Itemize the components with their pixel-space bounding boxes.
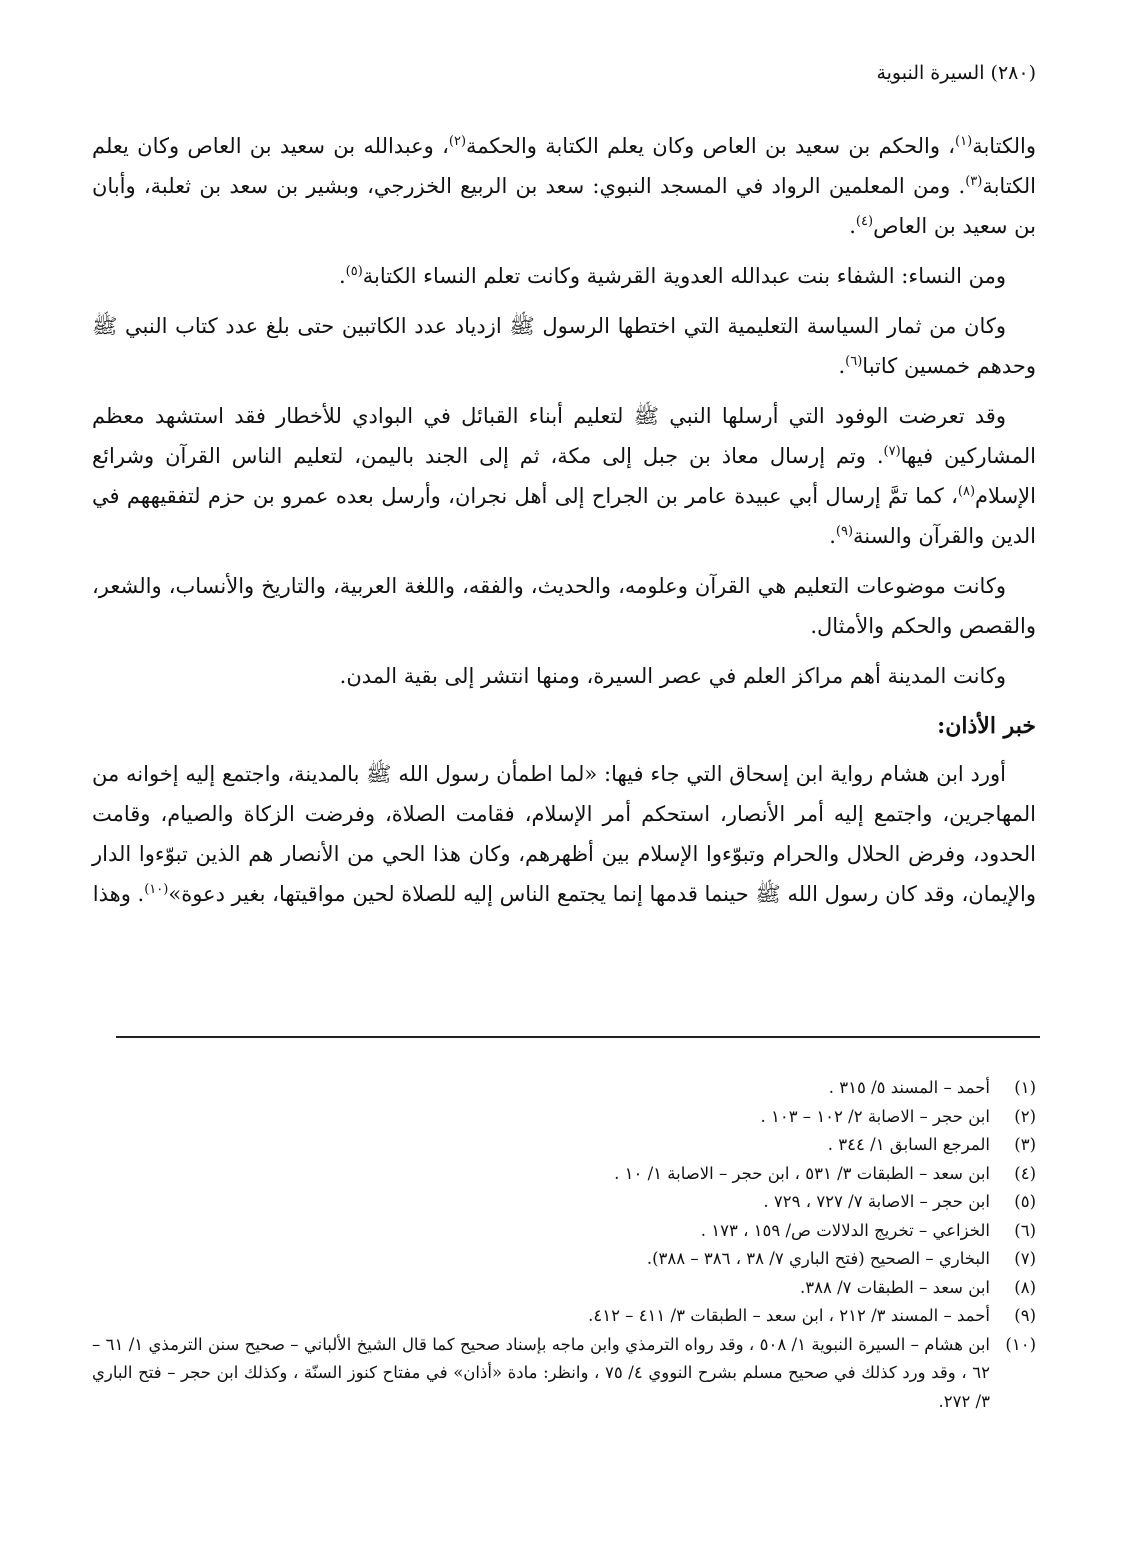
footnote-ref[interactable]: (٥) [345,264,363,279]
paragraph-5: وكانت موضوعات التعليم هي القرآن وعلومه، والحديث، والفقه، واللغة العربية، والتاريخ والأنساب، والشعر، والقصص والحكم والأمثال. [92,574,1036,638]
footnote-number: (٦) [1014,1220,1036,1240]
footnote [92,1131,1036,1160]
footnote [92,1274,1036,1303]
footnote-number: (١٠) [1005,1334,1036,1354]
footnote-number: (٣) [1014,1135,1036,1154]
footnote [92,1302,1036,1331]
footnote-ref[interactable]: (١) [955,134,973,149]
footnote-ref[interactable]: (٤) [855,214,874,229]
text-run: ، كما تمَّ إرسال أبي عبيدة عامر بن الجراح إلى أهل نجران، وأرسل بعده عمرو بن حزم لتفقيههم في الدين والقرآن والسنة [92,484,1036,548]
footnote-text: ابن هشام – السيرة النبوية ١/ ٥٠٨ ، وقد رواه الترمذي وابن ماجه بإسناد صحيح كما قال الشيخ الألباني – صحيح سنن الترمذي ١/ ٦١ – ٦٢ ، وقد ورد كذلك في صحيح مسلم بشرح النووي ٤/ ٧٥ ، وانظر: مادة «أذان» في مفتاح كنوز السنّة ، وكذلك ابن حجر – فتح الباري ٣/ ٢٧٢. [92,1334,990,1411]
text-run: . [838,354,846,378]
running-header: (٢٨٠) السيرة النبوية [876,62,1036,84]
footnote-ref[interactable]: (٩) [835,524,854,539]
paragraph-2 [92,256,1036,296]
footnote-number: (٥) [1014,1192,1036,1211]
footnote [92,1103,1036,1132]
paragraph-1 [92,126,1036,246]
footnote-text: أحمد – المسند ٥/ ٣١٥ . [828,1078,990,1097]
paragraph-7 [92,754,1036,914]
footnote-text: الخزاعي – تخريج الدلالات ص/ ١٥٩ ، ١٧٣ . [700,1220,990,1240]
footnotes [92,1074,1036,1416]
footnote-number: (٨) [1014,1277,1036,1297]
footnote-number: (٩) [1014,1306,1036,1325]
text-run: ، وعبدالله بن سعيد بن العاص وكان يعلم الكتابة [92,134,1036,198]
footnote-ref[interactable]: (٢) [448,134,467,149]
footnote-text: ابن حجر – الاصابة ٢/ ١٠٢ – ١٠٣ . [760,1106,990,1126]
footnote [92,1188,1036,1217]
text-run: وقد تعرضت الوفود التي أرسلها النبي ﷺ لتعليم أبناء القبائل في البوادي للأخطار فقد استشهد معظم المشاركين فيها [92,404,1036,468]
footnote-text: ابن سعد – الطبقات ٧/ ٣٨٨. [800,1277,990,1297]
text-run: . وتم إرسال معاذ بن جبل إلى مكة، ثم إلى الجند باليمن، لتعليم الناس القرآن وشرائع الإسلام [92,444,1036,508]
footnote-ref[interactable]: (١٠) [144,882,169,897]
text-run: . [849,214,856,238]
paragraph-3 [92,306,1036,386]
footnote-number: (٤) [1014,1163,1036,1183]
footnote-text: ابن حجر – الاصابة ٧/ ٧٢٧ ، ٧٢٩ . [763,1192,990,1211]
footnote-text: البخاري – الصحيح (فتح الباري ٧/ ٣٨ ، ٣٨٦ – ٣٨٨). [646,1249,990,1268]
text-run: . [338,264,346,288]
footnote-ref[interactable]: (٨) [957,484,976,499]
text-run: . ومن المعلمين الرواد في المسجد النبوي: سعد بن الربيع الخزرجي، وبشير بن سعد بن ثعلبة، وأبان بن سعيد بن العاص [92,174,1036,238]
text-run: والكتابة [972,134,1036,158]
footnote-number: (٧) [1014,1249,1036,1268]
text-run: أورد ابن هشام رواية ابن إسحاق التي جاء فيها: «لما اطمأن رسول الله ﷺ بالمدينة، واجتمع إليه إخوانه من المهاجرين، واجتمع إليه أمر الأنصار، استحكم أمر الإسلام، فقامت الصلاة، وفرضت الزكاة والصيام، وقامت الحدود، وفرض الحلال والحرام وتبوّءوا الإسلام بين أظهرهم، وكان هذا الحي من الأنصار هم الذين تبوّءوا الدار والإيمان، وقد كان رسول الله ﷺ حينما قدمها إنما يجتمع الناس إليه للصلاة لحين مواقيتها، بغير دعوة» [92,762,1036,906]
text-run: ، والحكم بن سعيد بن العاص وكان يعلم الكتابة والحكمة [466,134,956,158]
footnote [92,1217,1036,1246]
footnote-text: أحمد – المسند ٣/ ٢١٢ ، ابن سعد – الطبقات ٣/ ٤١١ – ٤١٢. [588,1306,990,1325]
paragraph-4 [92,396,1036,556]
footnote [92,1245,1036,1274]
text-run: . وهذا [92,882,145,906]
text-run: وكان من ثمار السياسة التعليمية التي اختطها الرسول ﷺ ازدياد عدد الكاتبين حتى بلغ عدد كتاب النبي ﷺ وحدهم خمسين كاتبا [92,314,1036,378]
footnote-separator [116,1036,1040,1038]
footnote-number: (٢) [1014,1106,1036,1126]
footnote [92,1331,1036,1417]
footnote [92,1074,1036,1103]
text-run: . [829,524,836,548]
footnote [92,1160,1036,1189]
main-text [92,126,1036,924]
footnote-ref[interactable]: (٧) [883,444,901,459]
footnote-text: ابن سعد – الطبقات ٣/ ٥٣١ ، ابن حجر – الاصابة ١/ ١٠ . [614,1163,990,1183]
section-heading: خبر الأذان: [937,713,1036,739]
footnote-number: (١) [1014,1078,1036,1097]
footnote-ref[interactable]: (٦) [845,354,863,369]
paragraph-6: وكانت المدينة أهم مراكز العلم في عصر السيرة، ومنها انتشر إلى بقية المدن. [339,664,1006,688]
footnote-ref[interactable]: (٣) [965,174,983,189]
footnote-text: المرجع السابق ١/ ٣٤٤ . [827,1135,990,1154]
text-run: ومن النساء: الشفاء بنت عبدالله العدوية القرشية وكانت تعلم النساء الكتابة [362,264,1006,288]
